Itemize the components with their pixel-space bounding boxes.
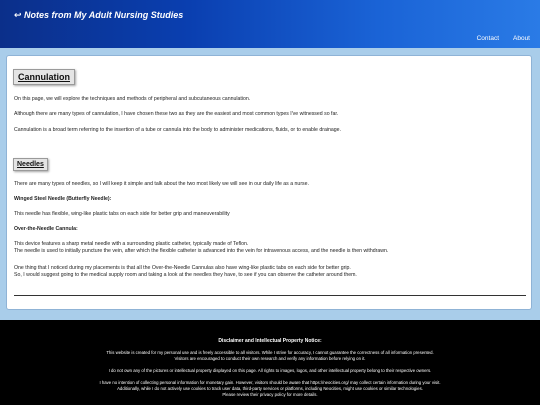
- winged-needle-text: This needle has flexible, wing-like plastic tabs on each side for better grip and maneuverability: [14, 211, 230, 217]
- otn-cannula-text-2: The needle is used to initially puncture the vein, after which the flexible catheter is advanced into the vein for intravenous access, and the needle is then withdrawn.: [14, 248, 389, 254]
- winged-needle-heading: Winged Steel Needle (Butterfly Needle):: [14, 196, 112, 202]
- site-title[interactable]: ↩ Notes from My Adult Nursing Studies: [14, 10, 184, 20]
- cannulation-types: Although there are many types of cannulation, I have chosen these two as they are the easiest and most common types I've witnessed so far.: [14, 111, 339, 117]
- disclaimer-line-4: I have no intention of collecting personal information for monetary gain. However, visitors should be aware that https://neocities.org/ may collect certain information during your visit.: [99, 380, 441, 385]
- disclaimer-title: Disclaimer and Intellectual Property Notice:: [218, 338, 322, 344]
- site-header: [0, 0, 540, 48]
- otn-cannula-text-1: This device features a sharp metal needle with a surrounding plastic catheter, typically made of Teflon.: [14, 241, 249, 247]
- disclaimer-line-2: Visitors are encouraged to conduct their own research and verify any information before relying on it.: [174, 356, 366, 361]
- top-nav: [477, 35, 530, 42]
- section-divider: [14, 295, 526, 296]
- disclaimer-line-6: Please review their privacy policy for more details.: [222, 392, 318, 397]
- nav-link-about[interactable]: About: [513, 35, 530, 42]
- nav-link-contact[interactable]: Contact: [476, 35, 499, 42]
- placement-note-1: One thing that I noticed during my placements is that all the Over-the-Needle Cannulas also have wing-like plastic tabs on each side for better grip.: [14, 265, 351, 271]
- otn-cannula-heading: Over-the-Needle Cannula:: [14, 226, 78, 232]
- cannulation-definition: Cannulation is a broad term referring to the insertion of a tube or cannula into the body to administer medications, fluids, or to enable drainage.: [14, 127, 342, 133]
- cannulation-heading: Cannulation: [13, 69, 75, 85]
- disclaimer-line-3: I do not own any of the pictures or intellectual property displayed on this page. All rights to images, logos, and other intellectual property belong to their respective owners.: [108, 368, 432, 373]
- disclaimer-line-5: Additionally, while I do not actively use cookies to track user data, third-party services or platforms, including Neocities, might use cookies or similar technologies.: [117, 386, 423, 391]
- cannulation-intro: On this page, we will explore the techniques and methods of peripheral and subcutaneous cannulation.: [14, 96, 251, 102]
- site-footer: [0, 320, 540, 405]
- disclaimer-line-1: This website is created for my personal use and is freely accessible to all visitors. While I strive for accuracy, I cannot guarantee the correctness of all information presented.: [106, 350, 434, 355]
- main-content: [6, 55, 532, 310]
- needles-intro: There are many types of needles, so I will keep it simple and talk about the two most likely we will see in our daily life as a nurse.: [14, 181, 309, 187]
- needles-heading: Needles: [13, 158, 48, 171]
- placement-note-2: So, I would suggest going to the medical supply room and taking a look at the needles they have, to see if you can observe the catheter around them.: [14, 272, 357, 278]
